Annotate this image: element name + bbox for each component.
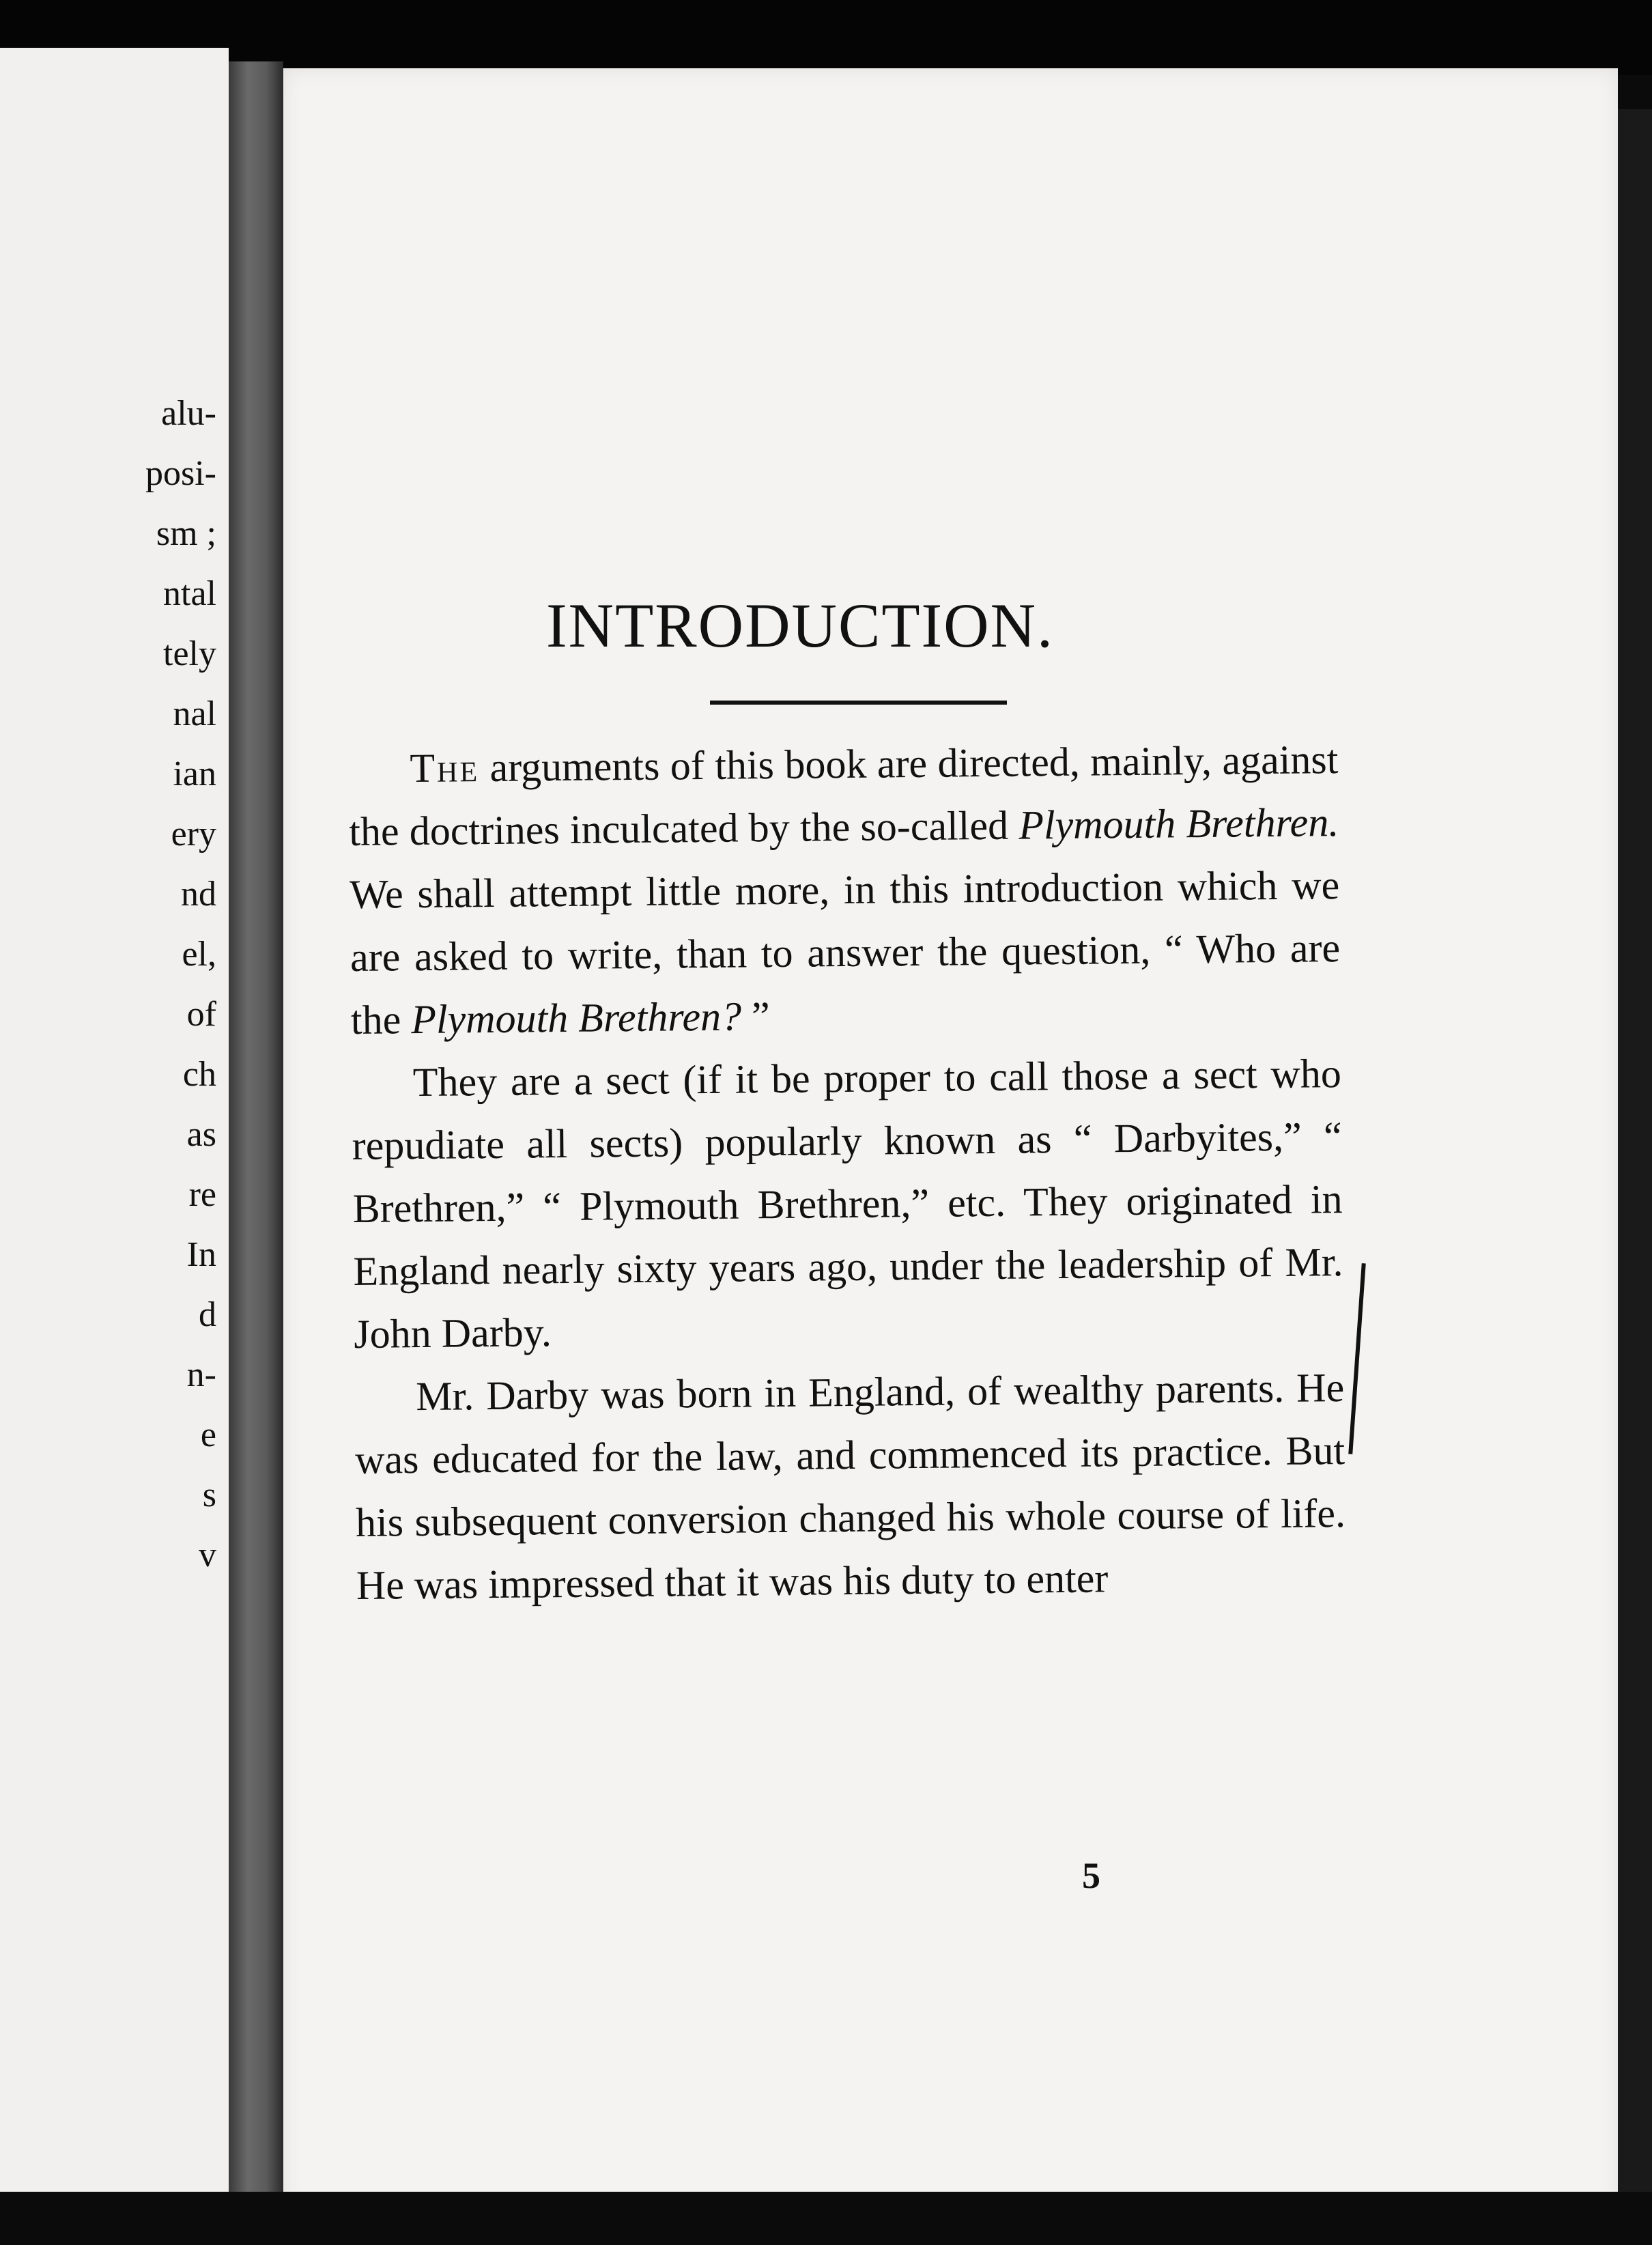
paragraph-text: ” xyxy=(741,993,770,1039)
paragraph-text: arguments of this book are directed, mainly, against the doctrines inculcated by the so-called xyxy=(349,737,1339,854)
facing-page-fragment: posi- xyxy=(145,454,216,493)
paragraph: Mr. Darby was born in England, of wealthy parents. He was educated for the law, and commenced its practice. But his subsequent conversion changed his whole course of life. He was impressed that it was his duty to enter xyxy=(354,1365,1346,1608)
scan-right-border xyxy=(1618,109,1652,2245)
facing-page-fragment: sm ; xyxy=(156,514,216,553)
paragraph: They are a sect (if it be proper to call those a sect who repudiate all sects) popularly known as “ Darbyites,” “ Brethren,” “ Plymouth Brethren,” etc. They originated in England nearly sixty years ago, under the leadership of Mr. John Darby. xyxy=(352,1051,1343,1357)
facing-page-fragment: ntal xyxy=(163,574,216,613)
facing-page-fragment: as xyxy=(186,1115,216,1154)
chapter-title: INTRODUCTION. xyxy=(546,591,1055,660)
facing-page-fragment: e xyxy=(200,1415,216,1454)
facing-page xyxy=(0,48,229,2192)
paragraph xyxy=(348,728,1341,1051)
book-gutter xyxy=(229,61,283,2192)
facing-page-fragment: ery xyxy=(171,815,216,853)
paragraph-lead-word: The xyxy=(410,745,480,791)
facing-page-fragment: alu- xyxy=(161,394,216,433)
facing-page-fragment: tely xyxy=(163,634,216,673)
facing-page-fragment: ian xyxy=(173,754,216,793)
facing-page-fragment: of xyxy=(186,995,216,1034)
title-rule xyxy=(710,701,1007,705)
italic-phrase: Plymouth Brethren? xyxy=(410,993,742,1043)
page-number: 5 xyxy=(1082,1855,1100,1896)
facing-page-fragment: v xyxy=(199,1536,216,1575)
facing-page-fragment: n- xyxy=(186,1355,216,1394)
italic-phrase: Plymouth Brethren. xyxy=(1018,800,1339,848)
facing-page-fragment: el, xyxy=(182,935,216,974)
facing-page-fragment: s xyxy=(202,1476,216,1514)
scan-bottom-border xyxy=(0,2192,1652,2245)
facing-page-fragment: re xyxy=(188,1175,216,1214)
facing-page-fragment: nal xyxy=(173,694,216,733)
body-text xyxy=(348,728,1346,1617)
facing-page-fragment: In xyxy=(186,1235,216,1274)
facing-page-fragment: ch xyxy=(182,1055,216,1094)
facing-page-fragment: nd xyxy=(181,875,216,914)
paragraph-text: We shall attempt little more, in this introduction which we are asked to write, than to answer the question, “ Who are the xyxy=(349,862,1341,1043)
facing-page-fragment: d xyxy=(199,1295,216,1334)
